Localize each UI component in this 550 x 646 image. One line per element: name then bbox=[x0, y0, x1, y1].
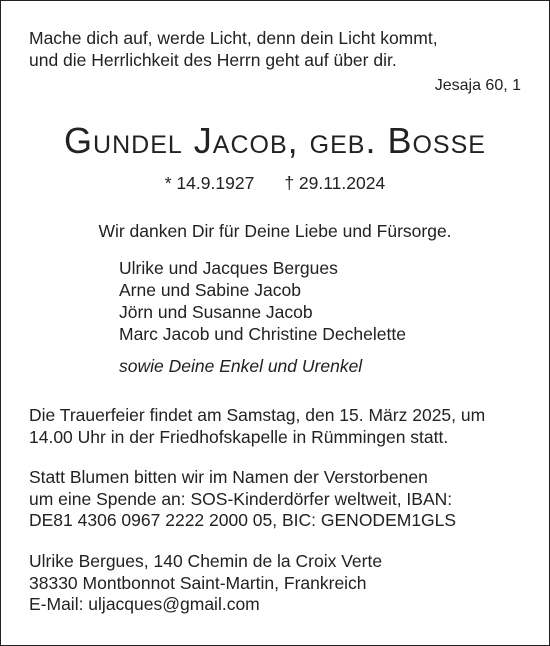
donation-line: um eine Spende an: SOS-Kinderdörfer weltweit, IBAN: bbox=[29, 488, 453, 509]
thanks-line: Wir danken Dir für Deine Liebe und Fürsorge. bbox=[98, 221, 452, 241]
mourners-list bbox=[119, 257, 549, 377]
life-dates bbox=[1, 173, 549, 194]
birth-date: * 14.9.1927 bbox=[164, 173, 255, 193]
donation-info bbox=[29, 467, 549, 532]
bible-verse bbox=[29, 28, 549, 71]
mourner-item: Arne und Sabine Jacob bbox=[119, 280, 301, 300]
deceased-name: Gundel Jacob, geb. Bosse bbox=[64, 120, 486, 161]
mourner-item: Ulrike und Jacques Bergues bbox=[119, 258, 338, 278]
verse-reference: Jesaja 60, 1 bbox=[434, 77, 521, 94]
mourner-item: Marc Jacob und Christine Dechelette bbox=[119, 324, 406, 344]
contact-email: E-Mail: uljacques@gmail.com bbox=[29, 594, 260, 614]
verse-line: Mache dich auf, werde Licht, denn dein Licht kommt, bbox=[29, 28, 438, 48]
grandchildren-line: sowie Deine Enkel und Urenkel bbox=[119, 356, 363, 376]
donation-line: DE81 4306 0967 2222 2000 05, BIC: GENODEM1GLS bbox=[29, 510, 457, 530]
donation-line: Statt Blumen bitten wir im Namen der Verstorbenen bbox=[29, 467, 428, 487]
contact-line: Ulrike Bergues, 140 Chemin de la Croix Verte bbox=[29, 551, 383, 571]
verse-line: und die Herrlichkeit des Herrn geht auf über dir. bbox=[29, 49, 397, 70]
funeral-info-line: Die Trauerfeier findet am Samstag, den 15. März 2025, um bbox=[29, 405, 486, 425]
mourner-item: Jörn und Susanne Jacob bbox=[119, 302, 313, 322]
death-date: † 29.11.2024 bbox=[284, 173, 386, 193]
contact-address bbox=[29, 551, 549, 616]
funeral-info bbox=[29, 405, 549, 448]
funeral-info-line: 14.00 Uhr in der Friedhofskapelle in Rümmingen statt. bbox=[29, 426, 449, 447]
contact-line: 38330 Montbonnot Saint-Martin, Frankreich bbox=[29, 572, 367, 593]
